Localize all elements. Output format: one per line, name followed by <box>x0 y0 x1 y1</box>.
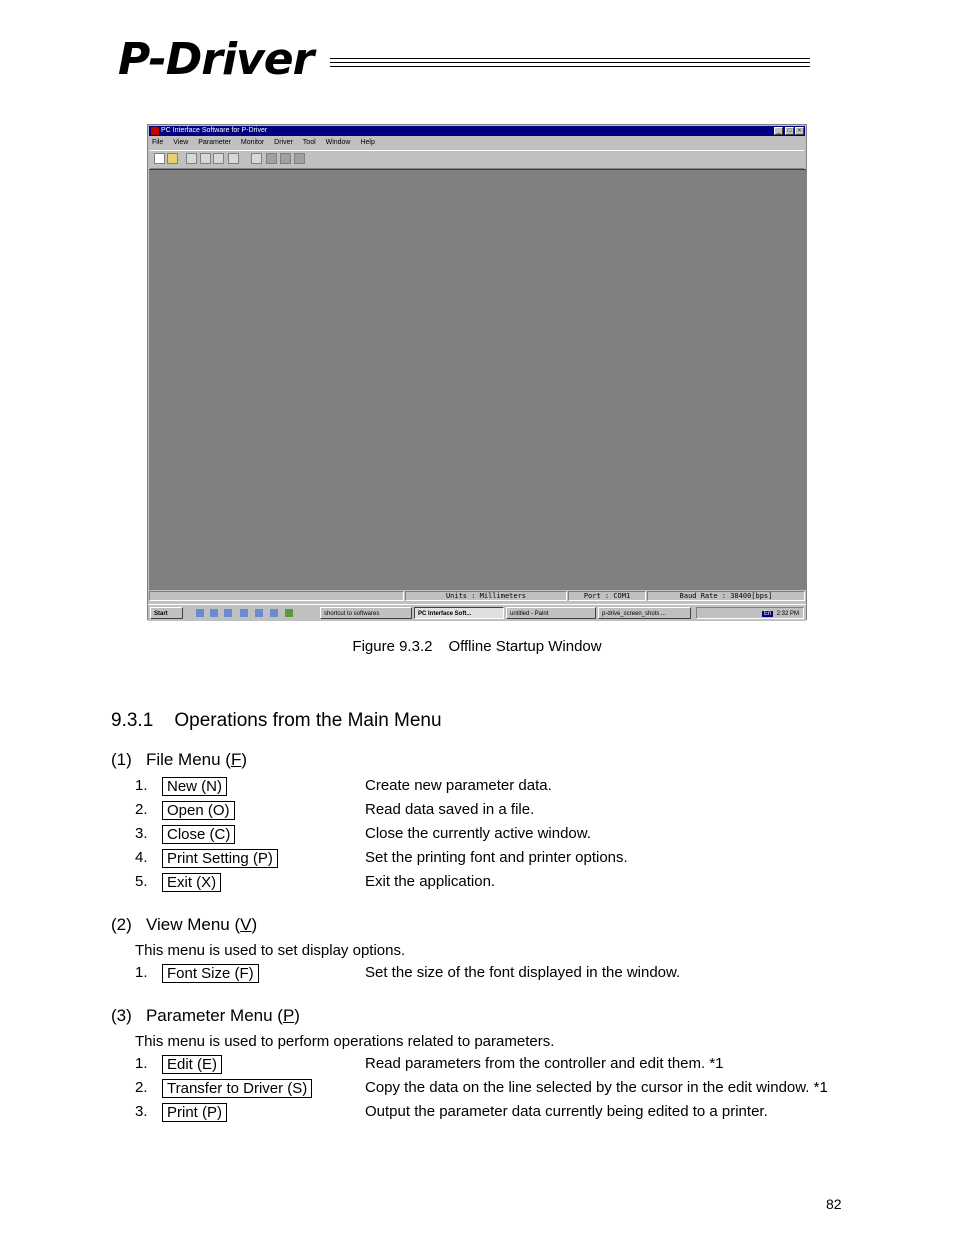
list-item <box>135 777 875 797</box>
item-number: 2. <box>135 801 148 818</box>
status-units: Units : Millimeters <box>405 591 567 601</box>
list-item <box>135 1079 875 1099</box>
item-number: 5. <box>135 873 148 890</box>
taskbar-item-pc-interface[interactable]: PC Interface Soft... <box>414 607 504 619</box>
file-menu-heading: (1) File Menu (F) <box>111 750 248 769</box>
item-description: Exit the application. <box>365 873 496 890</box>
tool-icon[interactable] <box>228 153 239 164</box>
help-icon[interactable] <box>251 153 262 164</box>
parameter-menu-intro: This menu is used to perform operations related to parameters. <box>135 1033 555 1050</box>
disabled-icon <box>294 153 305 164</box>
minimize-icon[interactable]: _ <box>774 127 783 135</box>
taskbar-item-shortcut[interactable]: shortcut to softwares <box>320 607 412 619</box>
view-menu-heading: (2) View Menu (V) <box>111 915 258 934</box>
close-icon[interactable]: × <box>795 127 804 135</box>
quicklaunch-icon[interactable] <box>285 609 293 617</box>
header-rule <box>330 58 810 70</box>
quicklaunch-icon[interactable] <box>270 609 278 617</box>
system-tray <box>696 607 804 619</box>
item-description: Read data saved in a file. <box>365 801 535 818</box>
quicklaunch-icon[interactable] <box>255 609 263 617</box>
list-item <box>135 825 875 845</box>
list-item <box>135 964 875 984</box>
toolbar <box>150 150 804 169</box>
status-baud: Baud Rate : 38400[bps] <box>647 591 805 601</box>
list-item <box>135 1055 875 1075</box>
menu-item-box: New (N) <box>162 777 227 796</box>
window-title: PC Interface Software for P-Driver <box>161 127 268 134</box>
section-number: 9.3.1 <box>111 710 154 731</box>
logo: P-Driver <box>118 34 314 85</box>
maximize-icon[interactable]: □ <box>785 127 794 135</box>
clock[interactable]: 2:32 PM <box>776 611 799 617</box>
item-number: 1. <box>135 1055 148 1072</box>
item-number: 1. <box>135 964 148 981</box>
open-folder-icon[interactable] <box>167 153 178 164</box>
view-menu-intro: This menu is used to set display options. <box>135 942 406 959</box>
new-file-icon[interactable] <box>154 153 165 164</box>
page-number: 82 <box>826 1196 842 1212</box>
item-number: 3. <box>135 825 148 842</box>
item-number: 4. <box>135 849 148 866</box>
disabled-icon <box>280 153 291 164</box>
menu-item-box: Exit (X) <box>162 873 221 892</box>
section-heading <box>111 710 442 732</box>
status-port: Port : COM1 <box>568 591 646 601</box>
menu-item-box: Transfer to Driver (S) <box>162 1079 312 1098</box>
item-number: 2. <box>135 1079 148 1096</box>
disabled-icon <box>266 153 277 164</box>
figure-caption <box>0 638 954 655</box>
outlook-icon[interactable] <box>210 609 218 617</box>
list-item <box>135 1103 875 1123</box>
list-item <box>135 849 875 869</box>
menu-window[interactable]: Window <box>325 139 351 146</box>
menu-item-box: Print Setting (P) <box>162 849 278 868</box>
item-description: Output the parameter data currently being edited to a printer. <box>365 1103 768 1120</box>
menu-view[interactable]: View <box>173 139 189 146</box>
taskbar-item-paint[interactable]: untitled - Paint <box>506 607 596 619</box>
item-description: Read parameters from the controller and edit them. *1 <box>365 1055 724 1072</box>
menu-parameter[interactable]: Parameter <box>198 139 231 146</box>
menu-bar <box>150 137 804 149</box>
menu-item-box: Print (P) <box>162 1103 227 1122</box>
quicklaunch-icon[interactable] <box>240 609 248 617</box>
figure-text: Offline Startup Window <box>448 638 602 655</box>
desktop-icon[interactable] <box>224 609 232 617</box>
app-window-screenshot <box>147 124 807 620</box>
start-button[interactable]: Start <box>150 607 183 619</box>
menu-item-box: Open (O) <box>162 801 235 820</box>
menu-item-box: Font Size (F) <box>162 964 259 983</box>
menu-file[interactable]: File <box>152 139 164 146</box>
menu-item-box: Edit (E) <box>162 1055 222 1074</box>
menu-monitor[interactable]: Monitor <box>240 139 265 146</box>
parameter-icon[interactable] <box>186 153 197 164</box>
item-description: Close the currently active window. <box>365 825 591 842</box>
menu-help[interactable]: Help <box>360 139 375 146</box>
language-indicator[interactable]: En <box>763 611 772 617</box>
window-titlebar <box>149 126 805 136</box>
item-number: 3. <box>135 1103 148 1120</box>
list-item <box>135 801 875 821</box>
figure-label: Figure 9.3.2 <box>352 638 433 655</box>
menu-tool[interactable]: Tool <box>302 139 316 146</box>
item-description: Create new parameter data. <box>365 777 552 794</box>
list-item <box>135 873 875 893</box>
taskbar-item-pdrive[interactable]: p-drive_screen_shots ... <box>598 607 691 619</box>
status-empty <box>149 591 404 601</box>
section-title: Operations from the Main Menu <box>174 710 442 731</box>
driver-icon[interactable] <box>213 153 224 164</box>
item-description: Set the printing font and printer options. <box>365 849 628 866</box>
menu-item-box: Close (C) <box>162 825 235 844</box>
parameter-menu-heading: (3) Parameter Menu (P) <box>111 1006 300 1025</box>
app-icon <box>151 127 159 135</box>
monitor-icon[interactable] <box>200 153 211 164</box>
item-number: 1. <box>135 777 148 794</box>
item-description: Set the size of the font displayed in the window. <box>365 964 681 981</box>
ie-icon[interactable] <box>196 609 204 617</box>
taskbar <box>148 604 806 621</box>
mdi-client-area <box>149 169 806 590</box>
menu-driver[interactable]: Driver <box>274 139 293 146</box>
item-description: Copy the data on the line selected by the cursor in the edit window. *1 <box>365 1079 828 1096</box>
status-bar <box>149 590 805 602</box>
